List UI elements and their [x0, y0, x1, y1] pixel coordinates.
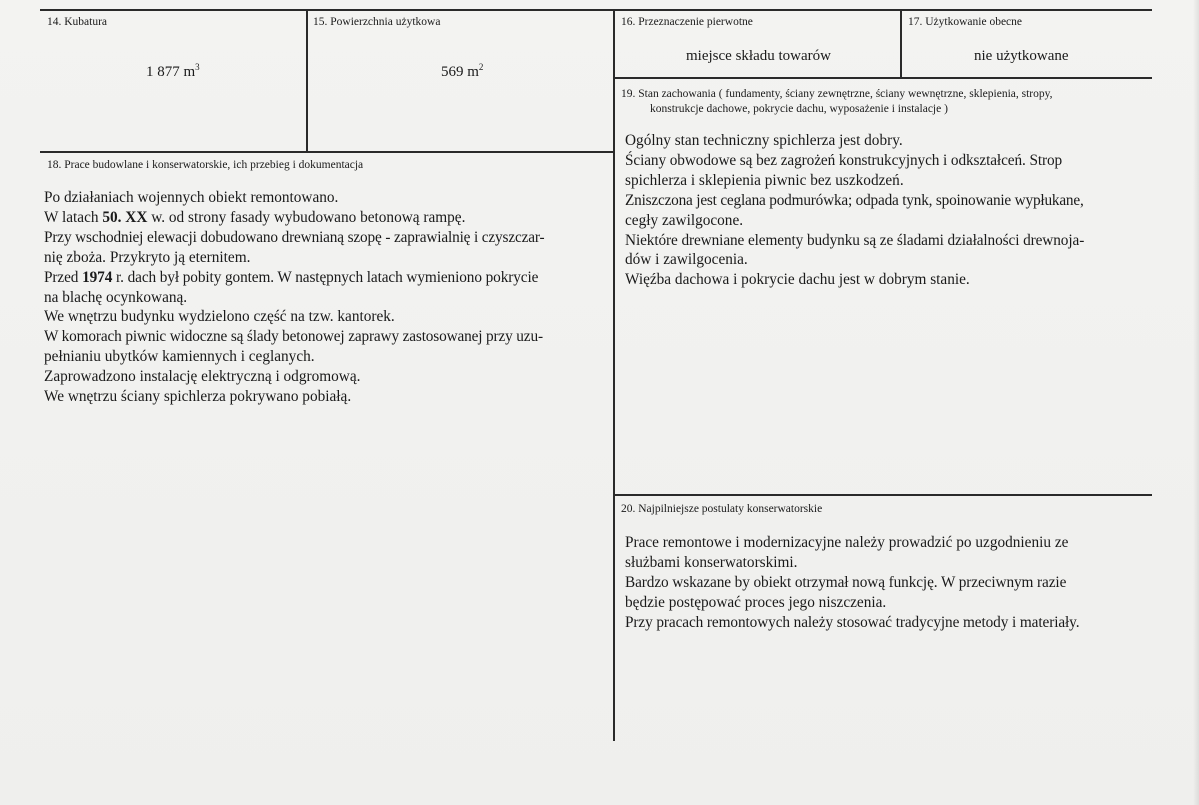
f18-line: nię zboża. Przykryto ją eternitem.	[44, 248, 251, 266]
f19-line: Zniszczona jest ceglana podmurówka; odpada tynk, spoinowanie wypłukane,	[625, 191, 1084, 209]
f20-line: Prace remontowe i modernizacyjne należy prowadzić po uzgodnieniu ze	[625, 534, 1069, 551]
f18-line: Przed 1974 r. dach był pobity gontem. W następnych latach wymieniono pokrycie	[44, 268, 539, 286]
divider-main	[613, 9, 615, 741]
f18-line: We wnętrzu ściany spichlerza pokrywano pobiałą.	[44, 388, 352, 406]
f19-line: Ogólny stan techniczny spichlerza jest dobry.	[625, 132, 903, 149]
f18-line: Przy wschodniej elewacji dobudowano drewnianą szopę - zaprawialnię i czyszczar-	[44, 228, 545, 246]
field-19-label	[621, 87, 1053, 117]
rule-above-18	[40, 151, 613, 153]
field-15-number: 569 m	[441, 64, 479, 80]
field-17-value: nie użytkowane	[974, 48, 1069, 64]
field-17-label: 17. Użytkowanie obecne	[908, 16, 1023, 28]
rule-above-19	[615, 77, 1152, 79]
field-19-label-line1: 19. Stan zachowania ( fundamenty, ściany zewnętrzne, ściany wewnętrzne, sklepienia, stropy,	[621, 88, 1053, 100]
field-15-exponent: 2	[478, 62, 484, 72]
rule-above-20	[615, 494, 1152, 496]
f20-line: Przy pracach remontowych należy stosować tradycyjne metody i materiały.	[625, 613, 1080, 631]
f19-line: Ściany obwodowe są bez zagrożeń konstrukcyjnych i odkształceń. Strop	[625, 151, 1063, 169]
f20-line: Bardzo wskazane by obiekt otrzymał nową funkcję. W przeciwnym razie	[625, 573, 1067, 591]
f19-line: dów i zawilgocenia.	[625, 251, 748, 269]
field-19-label-line2: konstrukcje dachowe, pokrycie dachu, wyposażenie i instalacje )	[650, 103, 948, 115]
page-edge-shadow	[1193, 0, 1199, 805]
field-18-label: 18. Prace budowlane i konserwatorskie, ich przebieg i dokumentacja	[47, 159, 364, 171]
field-15-label: 15. Powierzchnia użytkowa	[313, 16, 441, 28]
f19-line: Więźba dachowa i pokrycie dachu jest w dobrym stanie.	[625, 271, 970, 289]
f18-line: Po działaniach wojennych obiekt remontowano.	[44, 189, 339, 206]
f18-line: W latach 50. XX w. od strony fasady wybudowano betonową rampę.	[44, 208, 466, 226]
field-20-text	[625, 533, 1137, 633]
f19-line: spichlerza i sklepienia piwnic bez uszkodzeń.	[625, 171, 904, 189]
f20-line: będzie postępować proces jego niszczenia.	[625, 593, 887, 611]
field-14-value	[146, 63, 200, 81]
field-19-text	[625, 131, 1137, 290]
f19-line: Niektóre drewniane elementy budynku są ze śladami działalności drewnoja-	[625, 231, 1085, 249]
field-16-value: miejsce składu towarów	[686, 48, 831, 64]
f19-line: cegły zawilgocone.	[625, 211, 744, 229]
top-rule-right	[615, 9, 1152, 11]
f18-line: We wnętrzu budynku wydzielono część na tzw. kantorek.	[44, 308, 395, 326]
field-18-text	[44, 188, 604, 407]
field-14-label: 14. Kubatura	[47, 16, 108, 28]
field-14-exponent: 3	[195, 62, 200, 72]
top-rule-left	[40, 9, 613, 11]
f18-line: pełnianiu ubytków kamiennych i ceglanych.	[44, 348, 315, 366]
field-20-label: 20. Najpilniejsze postulaty konserwatorskie	[621, 503, 823, 515]
divider-14-15	[306, 9, 308, 152]
field-15-value	[441, 63, 483, 81]
divider-16-17	[900, 9, 902, 78]
f18-line: Zaprowadzono instalację elektryczną i odgromową.	[44, 368, 361, 386]
f20-line: służbami konserwatorskimi.	[625, 553, 798, 571]
field-14-number: 1 877 m	[146, 64, 196, 80]
f18-line: W komorach piwnic widoczne są ślady betonowej zaprawy zastosowanej przy uzu-	[44, 328, 543, 346]
field-16-label: 16. Przeznaczenie pierwotne	[621, 16, 753, 28]
f18-line: na blachę ocynkowaną.	[44, 288, 188, 306]
